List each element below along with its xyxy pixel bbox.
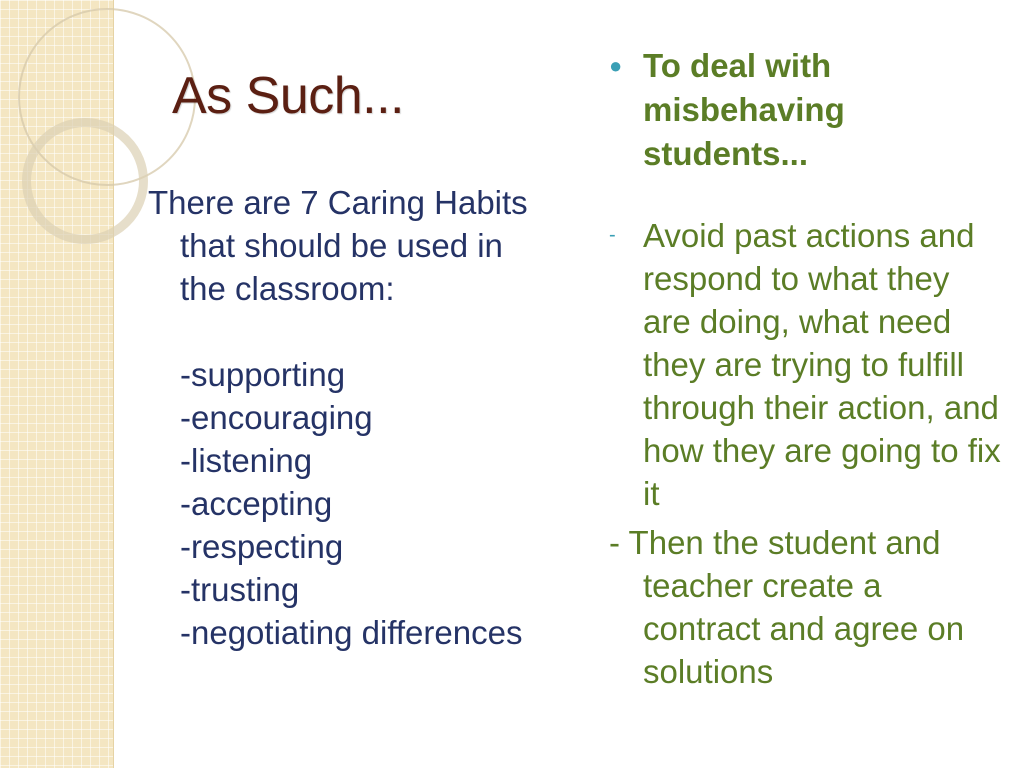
- habit-item: -supporting: [180, 356, 346, 393]
- dash-marker: -: [609, 224, 616, 246]
- bullet-dot-icon: ●: [609, 53, 623, 78]
- decorative-side-strip: [0, 0, 114, 768]
- caring-habits-list: [148, 353, 528, 654]
- avoid-past-actions-item: [609, 214, 1004, 515]
- habit-item: -encouraging: [180, 399, 373, 436]
- misbehaving-students-heading: To deal with misbehaving students...: [643, 47, 845, 172]
- slide-title: As Such...: [172, 67, 404, 125]
- habit-item: -listening: [180, 442, 313, 479]
- left-text-column: [148, 181, 528, 654]
- habit-item: -negotiating differences: [180, 614, 523, 651]
- habit-item: -trusting: [180, 571, 300, 608]
- right-text-column: [609, 44, 1004, 693]
- habit-item: -respecting: [180, 528, 344, 565]
- misbehaving-students-bullet: [609, 44, 1004, 176]
- avoid-past-actions-text: Avoid past actions and respond to what they are doing, what need they are trying to fulfill through their action, and how they are going to fix it: [643, 217, 1001, 512]
- contract-item: - Then the student and teacher create a contract and agree on solutions: [609, 524, 965, 690]
- caring-habits-intro: There are 7 Caring Habits that should be used in the classroom:: [148, 184, 528, 307]
- habit-item: -accepting: [180, 485, 333, 522]
